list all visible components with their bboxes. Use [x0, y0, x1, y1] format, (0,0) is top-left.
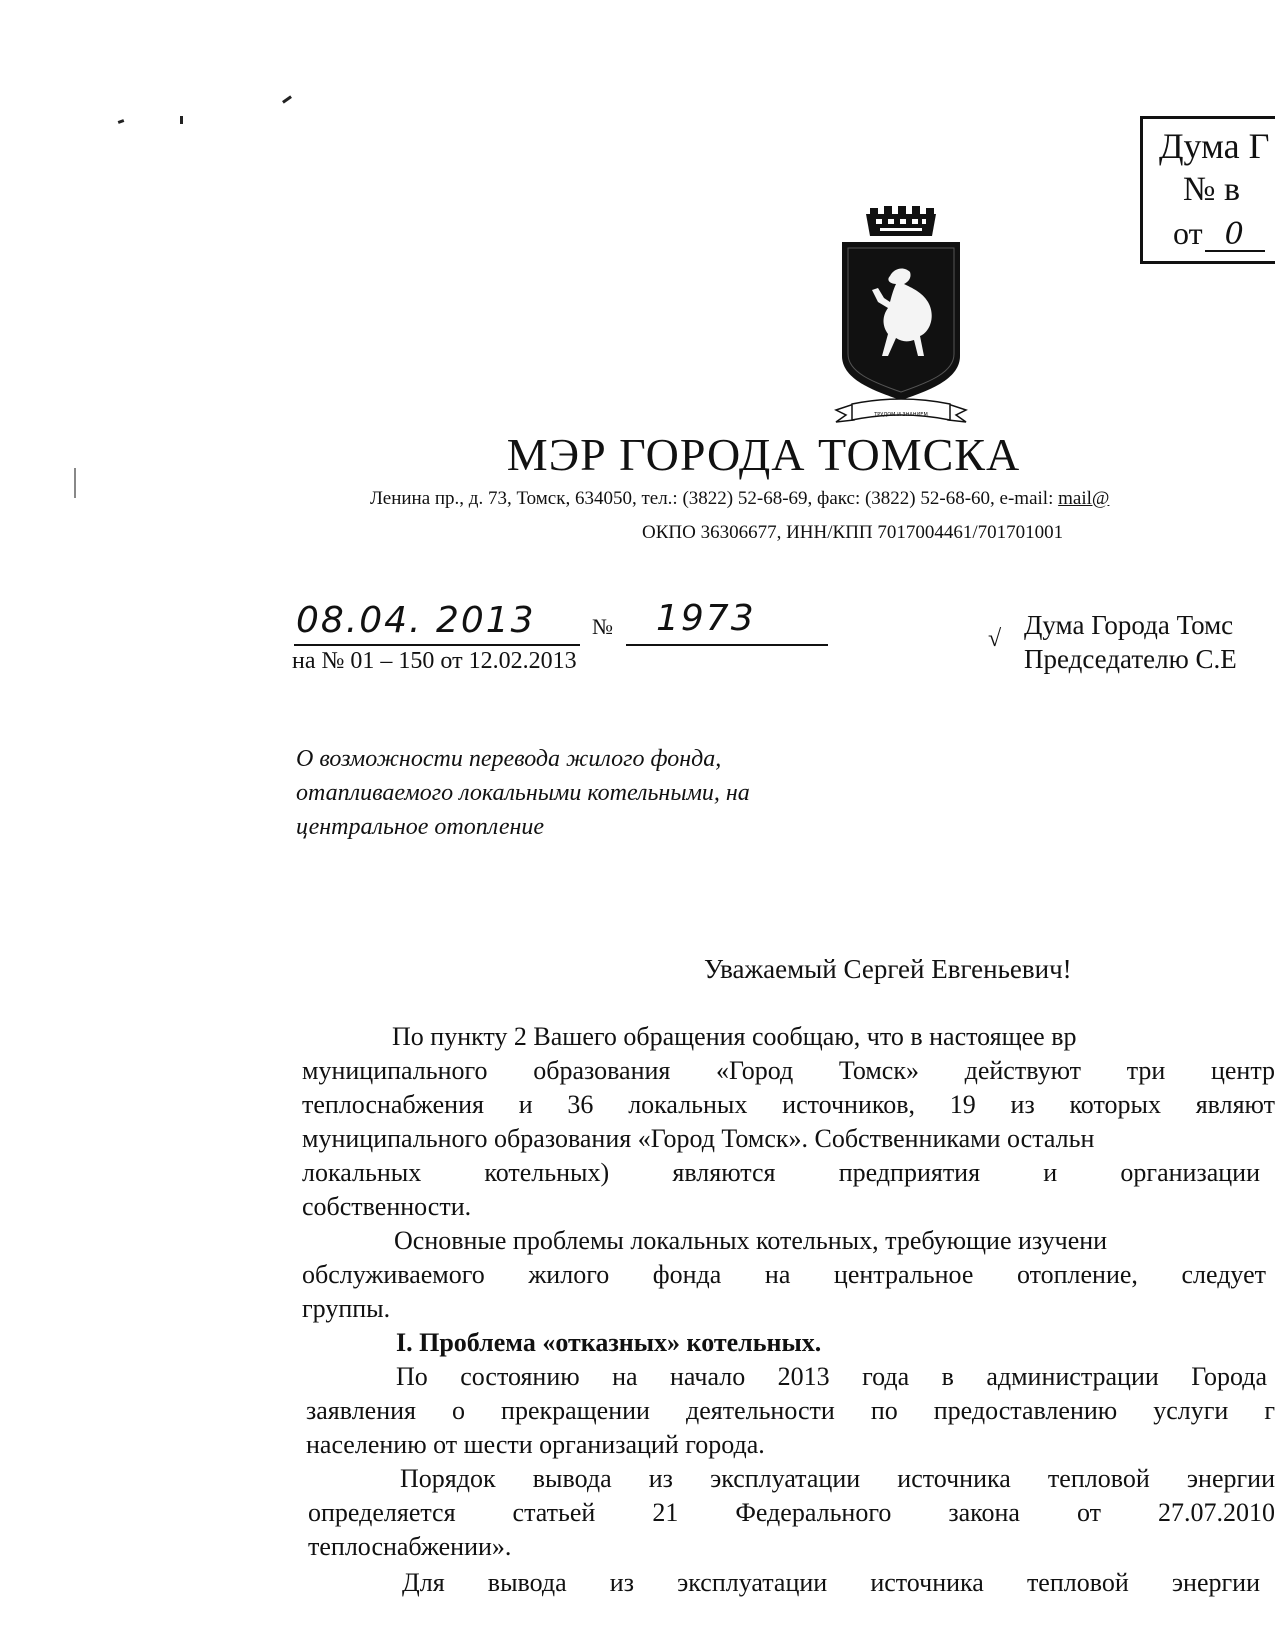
stamp-line-1: Дума Г	[1159, 126, 1270, 166]
body-line: обслуживаемого жилого фонда на центральное отопление, следует	[302, 1260, 1266, 1289]
letter-subject	[296, 742, 750, 844]
body-line: Основные проблемы локальных котельных, требующие изучени	[394, 1226, 1108, 1255]
recipient-block	[1024, 608, 1237, 676]
date-handwritten: 08.04. 2013	[296, 600, 536, 641]
address-text: Ленина пр., д. 73, Томск, 634050, тел.: (3822) 52-68-69, факс: (3822) 52-68-60, e-mail:	[370, 488, 1059, 509]
date-field	[294, 600, 580, 646]
body-line: муниципального образования «Город Томск». Собственниками остальн	[302, 1124, 1095, 1153]
body-line: теплоснабжения и 36 локальных источников, 19 из которых являют	[302, 1090, 1275, 1119]
scan-speck	[180, 116, 183, 124]
body-line: теплоснабжении».	[308, 1532, 512, 1561]
okpo-inn-line: ОКПО 36306677, ИНН/КПП 7017004461/701701001	[642, 522, 1064, 543]
recipient-line-1: Дума Города Томс	[1024, 610, 1234, 640]
body-line: Для вывода из эксплуатации источника тепловой энергии	[402, 1568, 1260, 1597]
stamp-line-3	[1173, 215, 1244, 252]
check-mark: √	[988, 626, 1002, 652]
subject-line: центральное отопление	[296, 814, 545, 840]
stamp-date-prefix: от	[1173, 215, 1203, 251]
body-line: локальных котельных) являются предприятия и организации	[302, 1158, 1260, 1187]
body-line: Порядок вывода из эксплуатации источника тепловой энергии	[400, 1464, 1275, 1493]
subject-line: О возможности перевода жилого фонда,	[296, 746, 722, 772]
body-line: По состоянию на начало 2013 года в администрации Города	[396, 1362, 1267, 1391]
scan-speck	[282, 95, 292, 103]
registration-stamp	[1140, 116, 1275, 264]
body-line: заявления о прекращении деятельности по предоставлению услуги г	[306, 1396, 1275, 1425]
number-sign: №	[592, 614, 613, 639]
stamp-date-handwritten: 0	[1224, 217, 1244, 252]
recipient-line-2: Председателю С.Е	[1024, 644, 1237, 674]
scan-speck	[118, 119, 125, 124]
section-heading: I. Проблема «отказных» котельных.	[396, 1328, 822, 1357]
stamp-line-2: № в	[1183, 171, 1240, 208]
body-line: По пункту 2 Вашего обращения сообщаю, что в настоящее вр	[392, 1022, 1077, 1051]
body-line: населению от шести организаций города.	[306, 1430, 765, 1459]
contact-address	[370, 488, 1109, 510]
subject-line: отапливаемого локальными котельными, на	[296, 780, 750, 806]
email-link[interactable]: mail@	[1058, 488, 1110, 509]
body-line: собственности.	[302, 1192, 472, 1221]
reference-line: на № 01 – 150 от 12.02.2013	[292, 648, 577, 674]
greeting: Уважаемый Сергей Евгеньевич!	[704, 954, 1072, 984]
number-handwritten: 1973	[656, 598, 756, 639]
number-field	[626, 598, 828, 646]
body-line: определяется статьей 21 Федерального закона от 27.07.2010	[308, 1498, 1275, 1527]
body-line: муниципального образования «Город Томск» действуют три центр	[302, 1056, 1275, 1085]
emblem-ribbon-text: ТРУДОМ И ЗНАНИЕМ	[874, 412, 928, 418]
page-title: МЭР ГОРОДА ТОМСКА	[506, 429, 1021, 480]
tomsk-coat-of-arms-icon	[832, 206, 970, 428]
body-line: группы.	[302, 1294, 391, 1323]
